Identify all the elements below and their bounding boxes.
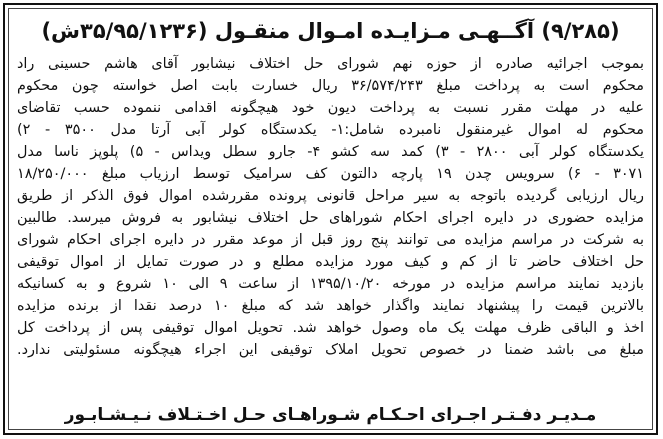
body-line: علیه در مهلت مقرر نسبت به پرداخت دیون خود هیچگونه اقدامی ننموده حسب تقاضای: [17, 100, 644, 116]
body-line: بالاترین قیمت را پیشنهاد نمایند واگذار خواهد شد که مبلغ ۱۰ درصد نقدا از برنده مزایده: [17, 298, 644, 314]
body-line: بازدید نمایند مراسم مزایده در مورخه ۱۳۹۵/۱۰/۲۰ از ساعت ۹ الی ۱۰ شروع و به کسانیکه: [17, 276, 644, 292]
notice-body: [17, 53, 644, 405]
auction-notice: [3, 3, 658, 435]
body-line: حل اختلاف حاضر تا از کم و کیف مورد مزایده مطلع و در صورت تمایل از اموال توقیفی: [17, 254, 644, 270]
body-line: محکوم است به پرداخت مبلغ ۳۶/۵۷۴/۲۴۳ ریال خسارت بابت اصل خواسته چون محکوم: [17, 78, 644, 94]
notice-signature: مـدیـر دفـتـر اجـرای احـکـام شـوراهـای حـل اخـتـلاف نـیـشـابـور: [64, 405, 597, 425]
body-line: یکدستگاه کولر آبی ۲۸۰۰ - ۳) کمد سه کشو ۴- جارو سطل ویداس - ۵) پلوپز ناسا مدل: [17, 144, 644, 160]
body-line: اخذ و الباقی ظرف مهلت یک ماه وصول خواهد شد. تحویل اموال توقیفی پس از پرداخت کل: [17, 320, 644, 336]
body-line: مبلغ می باشد ضمنا در خصوص تحویل املاک توقیفی این اجراء هیچگونه مسئولیتی ندارد.: [17, 342, 644, 358]
body-line: ۳۰۷۱ - ۶) سرویس چدن ۱۹ پارچه دالتون کف سرامیک توسط ارزیاب مبلغ ۱۸/۲۵۰/۰۰۰: [17, 166, 644, 182]
body-line: محکوم له اموال غیرمنقول نامبرده شامل:۱- یکدستگاه کولر آبی آرتا مدل ۳۵۰۰ - ۲): [17, 122, 644, 138]
body-line: ریال ارزیابی گردیده باتوجه به سیر مراحل قانونی پرونده مقررشده اموال فوق الذکر از طریق: [17, 188, 644, 204]
body-line: بموجب اجرائیه صادره از حوزه نهم شورای حل اختلاف نیشابور آقای هاشم حسینی راد: [17, 56, 644, 72]
body-line: مزایده حضوری در دایره اجرای احکام شوراهای حل اختلاف نیشابور به فروش میرسد. طالبین: [17, 210, 644, 226]
body-line: به شرکت در مراسم مزایده می توانند پنج روز قبل از موعد مقرر در دایره اجرای احکام شورای: [17, 232, 644, 248]
notice-title: (۹/۲۸۵) آگــهـی مـزایـده امـوال منقـول (۳۵/۹۵/۱۲۳۶ش): [41, 19, 620, 43]
